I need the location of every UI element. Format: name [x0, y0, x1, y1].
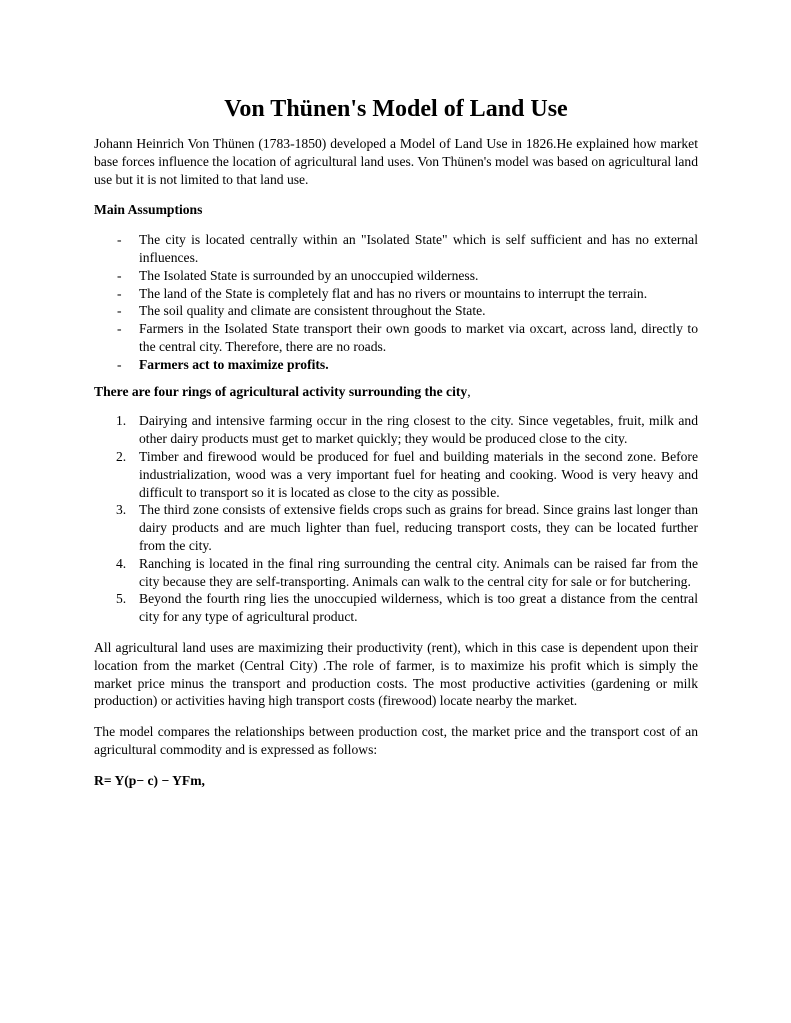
list-item	[94, 231, 698, 267]
list-item	[94, 320, 698, 356]
list-marker: 3.	[116, 502, 127, 518]
list-marker: -	[117, 285, 122, 301]
document-page	[94, 94, 698, 790]
list-item-text: Dairying and intensive farming occur in the ring closest to the city. Since vegetables, fruit, milk and other dairy products must get to market quickly; they would be produced close to the city.	[139, 413, 698, 447]
list-item-text: The soil quality and climate are consistent throughout the State.	[139, 303, 486, 319]
list-item	[94, 555, 698, 591]
list-item-text: The third zone consists of extensive fields crops such as grains for bread. Since grains last longer than dairy products and are much lighter than fuel, reducing transport costs, they can be located further from the city.	[139, 502, 698, 553]
list-marker: 5.	[116, 591, 127, 607]
list-item	[94, 448, 698, 501]
list-item	[94, 267, 698, 285]
list-marker: -	[117, 232, 122, 248]
model-paragraph: The model compares the relationships between production cost, the market price and the transport cost of an agricultural commodity and is expressed as follows:	[94, 724, 698, 757]
list-marker: 4.	[116, 555, 127, 571]
list-item	[94, 590, 698, 626]
list-item	[94, 302, 698, 320]
rings-heading-text: There are four rings of agricultural activity surrounding the city	[94, 383, 468, 399]
rings-heading	[94, 383, 698, 401]
list-item-text: Beyond the fourth ring lies the unoccupied wilderness, which is too great a distance from the central city for any type of agricultural product.	[139, 591, 698, 625]
list-item-text: The city is located centrally within an "Isolated State" which is self sufficient and has no external influences.	[139, 232, 698, 265]
document-title: Von Thünen's Model of Land Use	[224, 96, 568, 122]
list-item	[94, 356, 698, 374]
list-item-text: Timber and firewood would be produced for fuel and building materials in the second zone. Before industrialization, wood was a very important fuel for heating and cooking. Wood is very heavy and difficult to transport so it is located as close to the city as possible.	[139, 448, 698, 500]
list-marker: -	[117, 356, 122, 372]
rent-formula: R= Y(p− c) − YFm,	[94, 772, 205, 788]
list-item-text: The land of the State is completely flat and has no rivers or mountains to interrupt the terrain.	[139, 285, 648, 301]
list-marker: 1.	[116, 413, 127, 429]
list-marker: -	[117, 267, 122, 283]
list-item	[94, 412, 698, 448]
productivity-paragraph: All agricultural land uses are maximizing their productivity (rent), which in this case is dependent upon their location from the market (Central City) .The role of farmer, is to maximize his profit which is simply the market price minus the transport and production costs. The most productive activities (gardening or milk production) or activities having high transport costs (firewood) locate nearby the market.	[94, 639, 698, 709]
list-marker: -	[117, 303, 122, 319]
rings-list	[94, 412, 698, 626]
list-marker: -	[117, 321, 122, 337]
list-item	[94, 501, 698, 554]
list-item-text: Farmers act to maximize profits.	[139, 356, 329, 372]
list-item-text: Ranching is located in the final ring surrounding the central city. Animals can be raised far from the city because they are self-transporting. Animals can walk to the central city for sale or for butchering.	[139, 555, 698, 589]
assumptions-list	[94, 231, 698, 373]
assumptions-heading: Main Assumptions	[94, 202, 203, 218]
list-item-text: Farmers in the Isolated State transport their own goods to market via oxcart, across land, directly to the central city. Therefore, there are no roads.	[139, 321, 698, 354]
list-marker: 2.	[116, 448, 127, 464]
rings-heading-suffix: ,	[467, 383, 471, 399]
list-item	[94, 285, 698, 303]
intro-paragraph: Johann Heinrich Von Thünen (1783-1850) developed a Model of Land Use in 1826.He explained how market base forces influence the location of agricultural land uses. Von Thünen's model was based on agricultural land use but it is not limited to that land use.	[94, 136, 698, 187]
list-item-text: The Isolated State is surrounded by an unoccupied wilderness.	[139, 267, 479, 283]
